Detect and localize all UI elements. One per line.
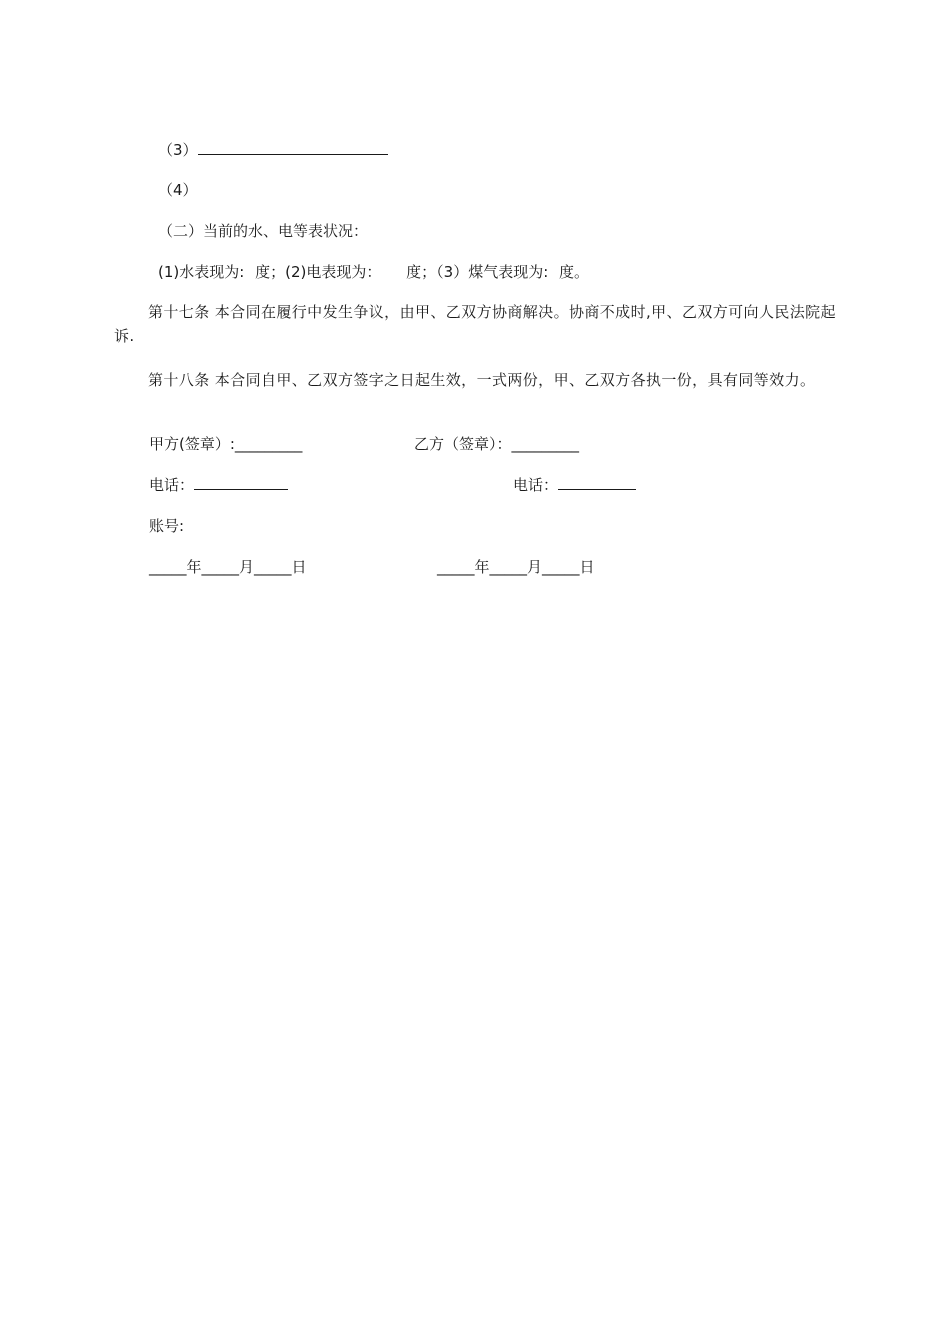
item-3 [158, 140, 388, 160]
article-18: 第十八条 本合同自甲、乙双方签字之日起生效，一式两份，甲、乙双方各执一份，具有同等效力。 [148, 371, 816, 389]
elec-meter-label: (2)电表现为： [285, 263, 382, 281]
party-a-phone [149, 475, 288, 495]
party-b-signature: 乙方（签章）：_________ [414, 435, 580, 453]
water-meter-label: (1)水表现为: [158, 263, 245, 281]
party-b-date: _____年_____月_____日 [437, 558, 595, 576]
gas-meter-unit: 度。 [559, 263, 590, 281]
gas-meter-label: （3）煤气表现为: [436, 263, 549, 281]
item-4-label: （4） [158, 181, 198, 199]
party-a-phone-blank [194, 475, 288, 490]
party-a-phone-label: 电话： [149, 476, 195, 494]
item-4 [158, 180, 198, 200]
item-3-label: （3） [158, 141, 198, 159]
water-meter-unit: 度； [255, 263, 286, 281]
party-b-phone-label: 电话： [513, 476, 559, 494]
account-label: 账号: [149, 517, 185, 535]
party-a-date: _____年_____月_____日 [149, 558, 307, 576]
article-17: 第十七条 本合同在履行中发生争议，由甲、乙双方协商解决。协商不成时,甲、乙双方可向人民法院起诉. [114, 303, 836, 345]
meter-readings [158, 262, 589, 282]
item-3-blank [198, 140, 388, 155]
meter-heading: （二）当前的水、电等表状况： [158, 222, 369, 240]
elec-meter-unit: 度； [406, 263, 437, 281]
party-b-phone-blank [558, 475, 636, 490]
party-a-signature: 甲方(签章）:_________ [149, 435, 303, 453]
party-b-phone [513, 475, 636, 495]
